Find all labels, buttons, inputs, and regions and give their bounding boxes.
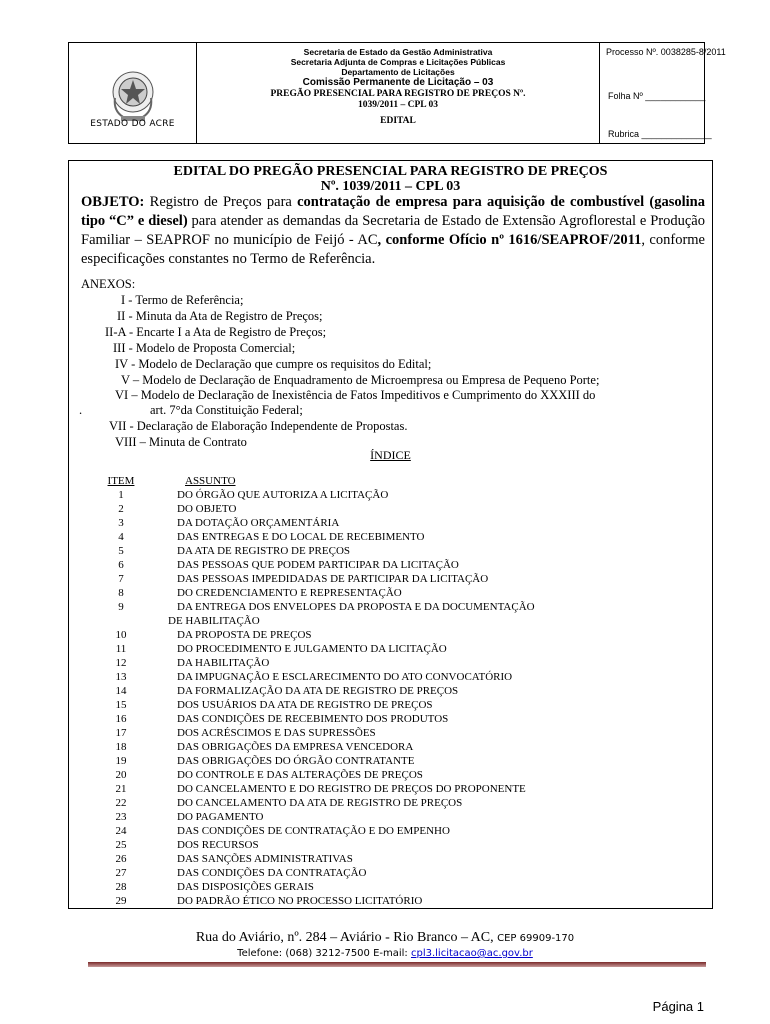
footer-address <box>0 930 770 946</box>
processo-number: Processo Nº. 0038285-8/2011 <box>606 47 726 57</box>
col-item-header: ITEM <box>107 475 135 487</box>
indice-item-number: 1 <box>118 489 124 501</box>
anexo-item: II-A - Encarte I a Ata de Registro de Preços; <box>105 325 327 339</box>
indice-item-number: 9 <box>118 601 124 613</box>
indice-item-number: 25 <box>115 839 127 851</box>
indice-item-number: 18 <box>115 741 127 753</box>
anexos-label: ANEXOS: <box>81 277 136 291</box>
page-number: Página 1 <box>652 999 704 1014</box>
indice-item-number: 29 <box>115 895 127 907</box>
header-line2: Secretaria Adjunta de Compras e Licitações Públicas <box>290 57 506 67</box>
objeto-label: OBJETO: <box>81 194 145 210</box>
indice-item-number: 19 <box>115 755 127 767</box>
anexo-item: VI – Modelo de Declaração de Inexistência de Fatos Impeditivos e Cumprimento do XXXIII do <box>115 388 596 402</box>
indice-item-number: 20 <box>115 769 127 781</box>
indice-item-number: 24 <box>115 825 127 837</box>
indice-item-number: 11 <box>115 643 127 655</box>
indice-item-number: 27 <box>115 867 127 879</box>
indice-item-subject: DOS RECURSOS <box>177 839 259 851</box>
cep-text: CEP 69909-170 <box>497 933 575 944</box>
indice-item-number: 7 <box>118 573 124 585</box>
col-assunto-header: ASSUNTO <box>185 475 236 487</box>
phone-text: Telefone: (068) 3212-7500 E-mail: <box>237 948 411 959</box>
indice-item-subject: DAS CONDIÇÕES DE CONTRATAÇÃO E DO EMPENHO <box>177 825 450 837</box>
folha-field: Folha Nº ____________ <box>608 91 706 101</box>
header-line5: PREGÃO PRESENCIAL PARA REGISTRO DE PREÇOS Nº. <box>270 89 526 99</box>
anexo-item: art. 7°da Constituição Federal; <box>150 403 303 417</box>
anexo-item: II - Minuta da Ata de Registro de Preços; <box>117 309 323 323</box>
objeto-text-1: Registro de Preços para <box>144 194 298 210</box>
anexo-item: VII - Declaração de Elaboração Independente de Propostas. <box>109 419 408 433</box>
indice-item-subject: DAS DISPOSIÇÕES GERAIS <box>177 881 314 893</box>
indice-item-subject: DA IMPUGNAÇÃO E ESCLARECIMENTO DO ATO CONVOCATÓRIO <box>177 671 513 683</box>
indice-item-subject: DO CANCELAMENTO DA ATA DE REGISTRO DE PREÇOS <box>177 797 463 809</box>
header-logo-cell <box>69 43 197 143</box>
objeto-text-2: para atender as demandas da Secretaria de Estado de Extensão Agroflorestal e Produção Familiar – SEAPROF no município de Feijó - AC <box>81 213 705 248</box>
indice-item-subject: DO CREDENCIAMENTO E REPRESENTAÇÃO <box>177 587 402 599</box>
indice-item-number: 15 <box>115 699 127 711</box>
indice-item-number: 12 <box>115 657 127 669</box>
indice-item-number: 28 <box>115 881 127 893</box>
indice-item-subject: DAS CONDIÇÕES DE RECEBIMENTO DOS PRODUTOS <box>177 713 449 725</box>
objeto-text-3: , conforme especificações constantes no Termo de Referência. <box>81 232 705 267</box>
indice-item-subject: DAS CONDIÇÕES DA CONTRATAÇÃO <box>177 867 367 879</box>
indice-item-number: 10 <box>115 629 127 641</box>
header-line4: Comissão Permanente de Licitação – 03 <box>302 77 494 88</box>
indice-item-number: 5 <box>118 545 124 557</box>
email-link[interactable]: cpl3.licitacao@ac.gov.br <box>410 948 533 959</box>
objeto-paragraph <box>81 193 705 269</box>
indice-item-subject: DAS PESSOAS IMPEDIDADAS DE PARTICIPAR DA LICITAÇÃO <box>177 573 489 585</box>
indice-item-subject: DO ÓRGÃO QUE AUTORIZA A LICITAÇÃO <box>177 489 389 501</box>
header-line3: Departamento de Licitações <box>341 67 455 77</box>
indice-item-number: 4 <box>118 531 124 543</box>
header-table <box>68 42 726 144</box>
anexo-item: VIII – Minuta de Contrato <box>115 435 247 449</box>
indice-item-subject: DO CANCELAMENTO E DO REGISTRO DE PREÇOS DO PROPONENTE <box>177 783 526 795</box>
indice-item-number: 23 <box>115 811 127 823</box>
state-label: ESTADO DO ACRE <box>90 119 175 129</box>
indice-item-subject: DAS OBRIGAÇÕES DO ÓRGÃO CONTRATANTE <box>177 755 415 767</box>
footer-bar <box>88 962 706 967</box>
indice-item-subject: DA HABILITAÇÃO <box>177 657 270 669</box>
indice-item-subject: DAS OBRIGAÇÕES DA EMPRESA VENCEDORA <box>177 741 414 753</box>
header-process-cell <box>600 43 726 143</box>
indice-item-subject: DO PADRÃO ÉTICO NO PROCESSO LICITATÓRIO <box>177 895 423 907</box>
objeto-bold-1: contratação de empresa para aquisição de combustível (gasolina tipo “C” e diesel) <box>81 194 705 229</box>
indice-item-subject: DE HABILITAÇÃO <box>168 615 260 627</box>
indice-item-number: 17 <box>115 727 127 739</box>
indice-item-subject: DO PROCEDIMENTO E JULGAMENTO DA LICITAÇÃO <box>177 643 447 655</box>
indice-item-number: 26 <box>115 853 127 865</box>
objeto-bold-2: , conforme Ofício nº 1616/SEAPROF/2011 <box>377 232 642 248</box>
indice-item-subject: DA FORMALIZAÇÃO DA ATA DE REGISTRO DE PREÇOS <box>177 685 459 697</box>
indice-item-subject: DO CONTROLE E DAS ALTERAÇÕES DE PREÇOS <box>177 769 423 781</box>
header-line1: Secretaria de Estado da Gestão Administrativa <box>303 47 493 57</box>
indice-item-number: 14 <box>115 685 127 697</box>
indice-item-number: 6 <box>118 559 124 571</box>
indice-item-subject: DA ATA DE REGISTRO DE PREÇOS <box>177 545 351 557</box>
indice-item-subject: DO OBJETO <box>177 503 237 515</box>
header-line7: EDITAL <box>380 116 416 126</box>
address-text: Rua do Aviário, nº. 284 – Aviário - Rio Branco – AC, <box>195 930 498 945</box>
indice-item-number: 21 <box>115 783 127 795</box>
anexo-item: V – Modelo de Declaração de Enquadramento de Microempresa ou Empresa de Pequeno Porte; <box>121 373 600 387</box>
anexo-dot: . <box>79 403 83 417</box>
indice-item-subject: DAS ENTREGAS E DO LOCAL DE RECEBIMENTO <box>177 531 425 543</box>
indice-item-subject: DA PROPOSTA DE PREÇOS <box>177 629 312 641</box>
indice-item-number: 16 <box>115 713 127 725</box>
indice-item-number: 3 <box>118 517 124 529</box>
indice-item-subject: DA ENTREGA DOS ENVELOPES DA PROPOSTA E DA DOCUMENTAÇÃO <box>177 601 535 613</box>
indice-title: ÍNDICE <box>370 448 411 462</box>
indice-item-subject: DAS PESSOAS QUE PODEM PARTICIPAR DA LICITAÇÃO <box>177 559 459 571</box>
rubrica-field: Rubrica ______________ <box>608 129 712 139</box>
anexo-item: I - Termo de Referência; <box>121 293 244 307</box>
indice-item-subject: DOS ACRÉSCIMOS E DAS SUPRESSÕES <box>177 727 376 739</box>
indice-item-subject: DO PAGAMENTO <box>177 811 264 823</box>
indice-item-number: 2 <box>118 503 124 515</box>
header-center-cell <box>197 43 600 143</box>
indice-item-subject: DA DOTAÇÃO ORÇAMENTÁRIA <box>177 517 340 529</box>
indice-item-number: 8 <box>118 587 124 599</box>
content-box <box>68 160 713 909</box>
indice-item-number: 13 <box>115 671 127 683</box>
anexo-item: IV - Modelo de Declaração que cumpre os requisitos do Edital; <box>115 357 432 371</box>
indice-item-subject: DAS SANÇÕES ADMINISTRATIVAS <box>177 853 353 865</box>
anexo-item: III - Modelo de Proposta Comercial; <box>113 341 296 355</box>
header-line6: 1039/2011 – CPL 03 <box>358 100 438 110</box>
footer-contact <box>0 948 770 959</box>
edital-title: EDITAL DO PREGÃO PRESENCIAL PARA REGISTRO DE PREÇOS <box>173 164 608 179</box>
indice-item-subject: DOS USUÁRIOS DA ATA DE REGISTRO DE PREÇOS <box>177 699 433 711</box>
edital-number: Nº. 1039/2011 – CPL 03 <box>320 179 461 194</box>
indice-item-number: 22 <box>115 797 127 809</box>
